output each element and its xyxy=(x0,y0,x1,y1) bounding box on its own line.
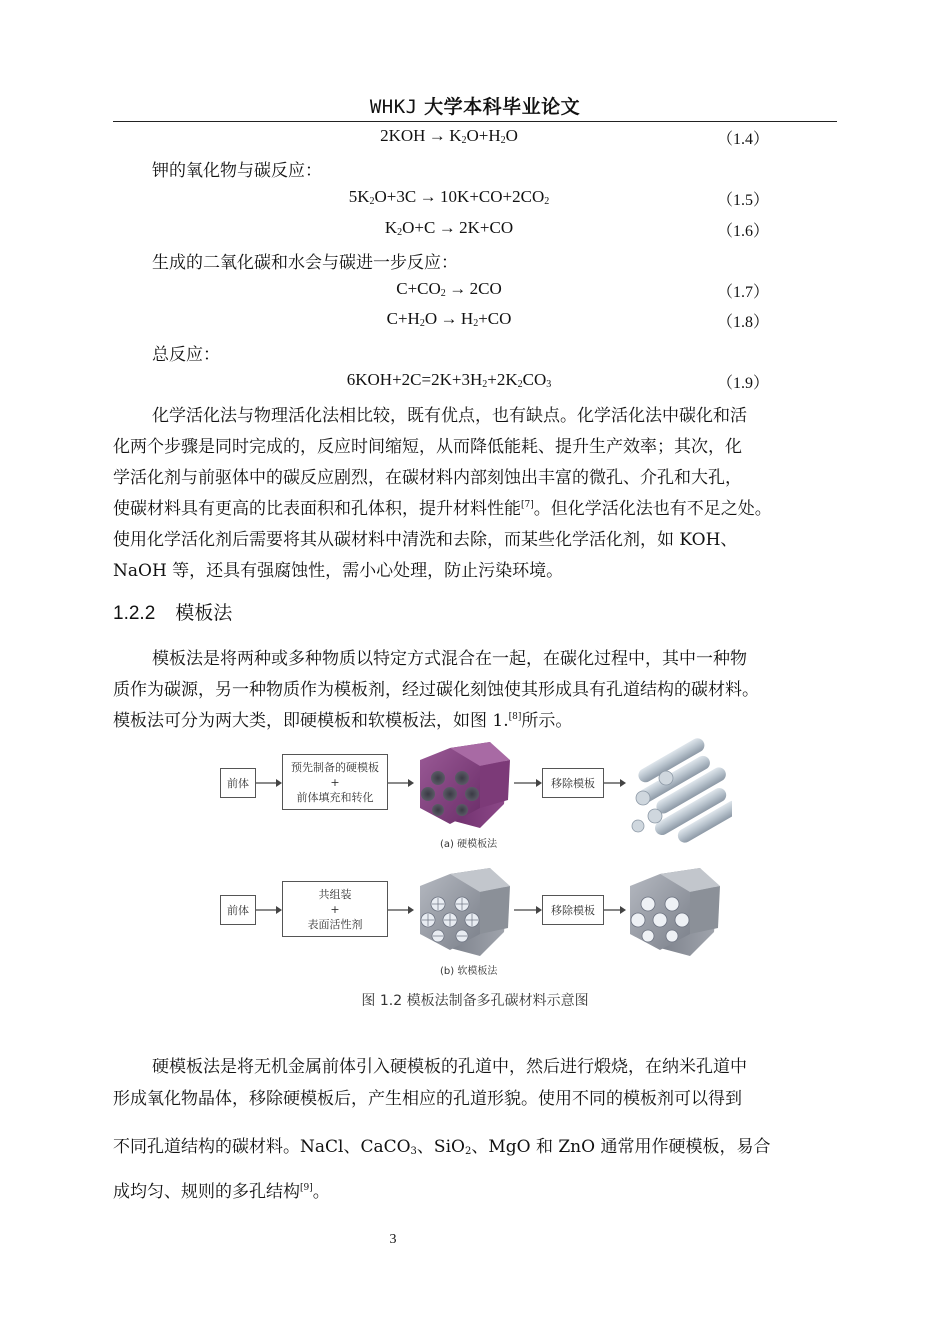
equation-1-6 xyxy=(113,218,837,242)
equation-number: （1.6） xyxy=(716,223,769,240)
arrow-head xyxy=(408,779,414,787)
page-number: 3 xyxy=(389,1232,397,1247)
equation-formula: $5K_2O+3C \to 10K+CO+2CO_2$ xyxy=(348,187,550,207)
equation-formula: $6KOH+2C=2K+3H_2+2K_2CO_3$ xyxy=(346,370,552,390)
paragraph-3-line: 不同孔道结构的碳材料。NaCl、CaCO$_3$、SiO$_2$、MgO 和 ZnO 通常用作硬模板，易合 xyxy=(113,1137,771,1157)
precursor-box xyxy=(220,895,256,925)
arrow-head xyxy=(408,906,414,914)
hard-step-1-label: 预先制备的硬模板 xyxy=(291,760,379,774)
equation-formula: $2KOH \to K_2O+H_2O$ xyxy=(380,126,518,146)
remove-template-box xyxy=(542,895,604,925)
paragraph-1-line: 化两个步骤是同时完成的，反应时间缩短，从而降低能耗、提升生产效率；其次，化 xyxy=(113,437,742,457)
hard-step-2-label: 前体填充和转化 xyxy=(296,790,374,804)
remove-template-box xyxy=(542,768,604,798)
running-header xyxy=(113,92,837,119)
equation-number: （1.7） xyxy=(716,284,769,301)
remove-template-label: 移除模板 xyxy=(551,903,595,917)
soft-template-prism xyxy=(420,868,510,956)
equation-number: （1.4） xyxy=(716,131,769,148)
precursor-box xyxy=(220,768,256,798)
paragraph-1-line: 使碳材料具有更高的比表面积和孔体积，提升材料性能[7]。但化学活化法也有不足之处。 xyxy=(113,499,772,519)
soft-step-2-label: 表面活性剂 xyxy=(307,917,363,931)
paragraph-3-line: 形成氧化物晶体，移除硬模板后，产生相应的孔道形貌。使用不同的模板剂可以得到 xyxy=(113,1089,742,1109)
template-method-figure xyxy=(218,738,732,980)
equation-number: （1.9） xyxy=(716,375,769,392)
header-rule xyxy=(113,121,837,122)
paragraph-3-line: 成均匀、规则的多孔结构[9]。 xyxy=(113,1182,330,1202)
paragraph-1-line: NaOH 等，还具有强腐蚀性，需小心处理，防止污染环境。 xyxy=(113,561,564,581)
carbon-rods-bundle xyxy=(625,738,732,853)
plus-sign: + xyxy=(330,902,340,916)
label-co2-water: 生成的二氧化碳和水会与碳进一步反应： xyxy=(152,253,458,273)
equation-number: （1.5） xyxy=(716,192,769,209)
hard-template-step-box xyxy=(282,754,388,810)
label-total-reaction: 总反应： xyxy=(152,345,220,365)
equation-formula: $C+CO_2 \to 2CO$ xyxy=(396,279,502,299)
plus-sign: + xyxy=(330,775,340,789)
precursor-label: 前体 xyxy=(227,776,249,790)
paragraph-2-line: 模板法可分为两大类，即硬模板和软模板法，如图 1.[8]所示。 xyxy=(113,711,573,731)
paragraph-3-line: 硬模板法是将无机金属前体引入硬模板的孔道中，然后进行煅烧，在纳米孔道中 xyxy=(152,1057,747,1077)
arrow-head xyxy=(620,779,626,787)
hard-template-caption: (a) 硬模板法 xyxy=(440,839,498,850)
equation-formula: $C+H_2O \to H_2+CO$ xyxy=(386,309,512,329)
paragraph-1-line: 使用化学活化剂后需要将其从碳材料中清洗和去除，而某些化学活化剂，如 KOH、 xyxy=(113,530,738,550)
header-title: 大学本科毕业论文 xyxy=(424,96,581,118)
remove-template-label: 移除模板 xyxy=(551,776,595,790)
paragraph-1-line: 学活化剂与前驱体中的碳反应剧烈，在碳材料内部刻蚀出丰富的微孔、介孔和大孔， xyxy=(113,468,742,488)
equation-number: （1.8） xyxy=(716,314,769,331)
equation-formula: $K_2O+C \to 2K+CO$ xyxy=(384,218,514,238)
paragraph-2-line: 模板法是将两种或多种物质以特定方式混合在一起，在碳化过程中，其中一种物 xyxy=(152,649,747,669)
hard-template-prism xyxy=(420,742,510,828)
equation-1-8 xyxy=(113,309,837,333)
label-potassium-oxide: 钾的氧化物与碳反应： xyxy=(152,161,322,181)
section-title: 模板法 xyxy=(175,602,233,624)
precursor-label: 前体 xyxy=(227,903,249,917)
section-number: 1.2.2 xyxy=(113,603,156,624)
figure-caption: 图 1.2 模板法制备多孔碳材料示意图 xyxy=(361,993,589,1009)
section-heading xyxy=(113,598,232,625)
equation-1-5 xyxy=(113,187,837,211)
paragraph-1-line: 化学活化法与物理活化法相比较，既有优点，也有缺点。化学活化法中碳化和活 xyxy=(152,406,747,426)
header-latin: WHKJ xyxy=(369,96,418,118)
equation-1-7 xyxy=(113,279,837,303)
paragraph-2-line: 质作为碳源，另一种物质作为模板剂，经过碳化刻蚀使其形成具有孔道结构的碳材料。 xyxy=(113,680,759,700)
equation-1-4 xyxy=(113,126,837,150)
soft-template-step-box xyxy=(282,881,388,937)
porous-carbon-prism xyxy=(630,868,720,956)
equation-1-9 xyxy=(113,370,837,394)
arrow-head xyxy=(620,906,626,914)
soft-template-caption: (b) 软模板法 xyxy=(440,966,498,977)
soft-step-1-label: 共组装 xyxy=(318,887,352,901)
